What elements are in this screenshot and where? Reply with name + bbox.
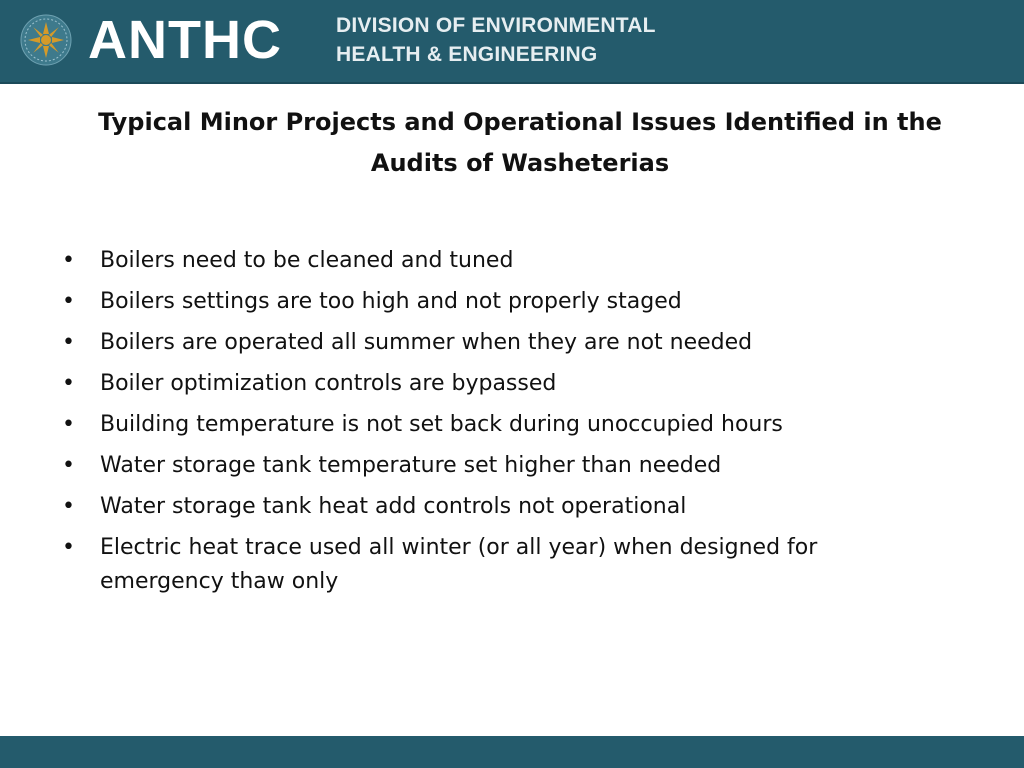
list-item [60,449,940,483]
list-item [60,285,940,319]
list-item [60,367,940,401]
list-item [60,326,940,360]
list-item-text: Boiler optimization controls are bypassed [100,371,557,396]
bullet-icon: • [62,248,75,273]
header-bar [0,0,1024,84]
list-item-text: Water storage tank temperature set higher than needed [100,453,722,478]
list-item-text: Water storage tank heat add controls not operational [100,494,687,519]
bullet-icon: • [62,289,75,314]
list-item-text: Boilers need to be cleaned and tuned [100,248,514,273]
list-item [60,490,940,524]
footer-bar [0,736,1024,768]
bullet-icon: • [62,330,75,355]
division-line-2: HEALTH & ENGINEERING [336,43,598,66]
brand-name: ANTHC [88,10,282,70]
list-item-text: Boilers settings are too high and not properly staged [100,289,682,314]
division-line-1: DIVISION OF ENVIRONMENTAL [336,14,656,37]
division-name [336,11,656,69]
slide-title: Typical Minor Projects and Operational Issues Identified in the Audits of Washeterias [98,108,942,177]
bullet-icon: • [62,453,75,478]
list-item [60,244,940,278]
bullet-icon: • [62,371,75,396]
list-item-text: Electric heat trace used all winter (or all year) when designed for emergency thaw only [100,535,818,594]
bullet-icon: • [62,412,75,437]
anthc-sun-seal-icon [20,14,72,66]
list-item-text: Building temperature is not set back during unoccupied hours [100,412,783,437]
list-item [60,408,940,442]
list-item [60,531,940,599]
bullet-icon: • [62,535,75,560]
bullet-list [60,244,940,606]
list-item-text: Boilers are operated all summer when they are not needed [100,330,753,355]
bullet-icon: • [62,494,75,519]
